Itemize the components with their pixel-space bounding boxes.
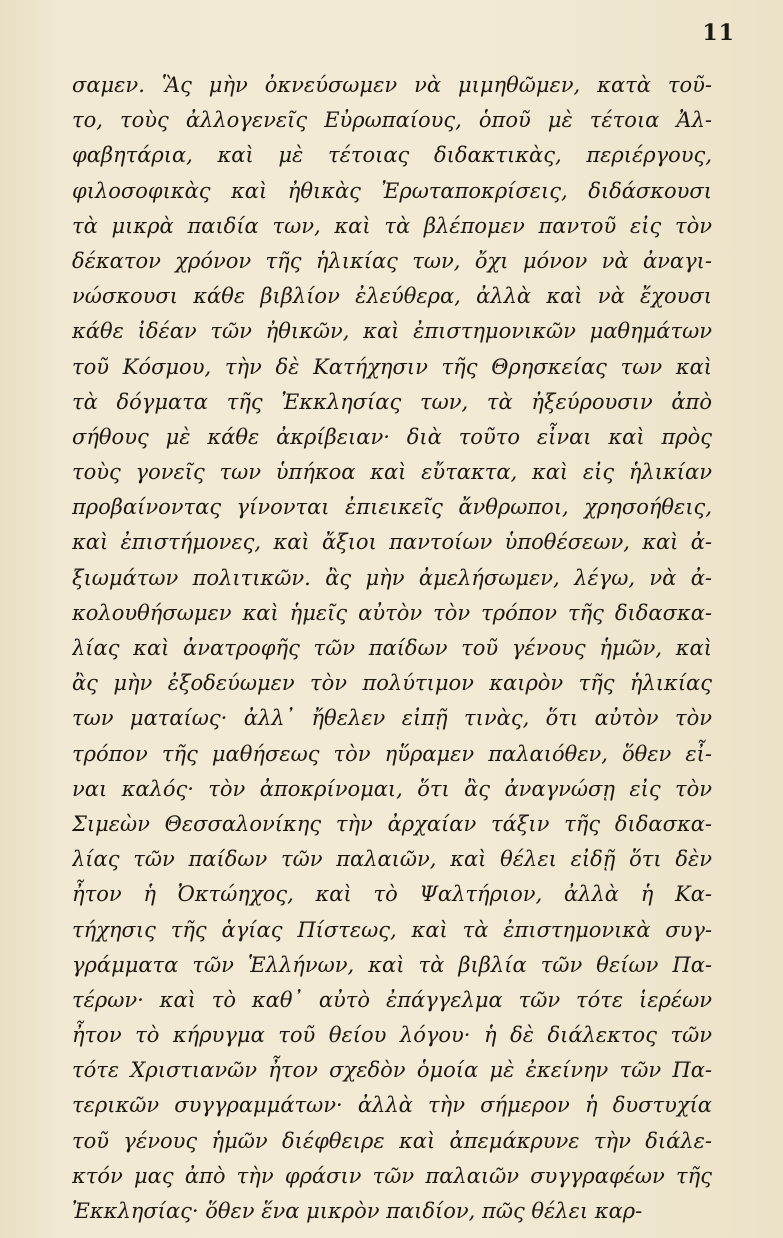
body-text [72, 68, 712, 1229]
text-line: Σιμεὼν Θεσσαλονίκης τὴν ἀρχαίαν τάξιν τῆς διδασκα- [72, 811, 712, 836]
text-line: σήθους μὲ κάθε ἀκρίβειαν· διὰ τοῦτο εἶναι καὶ πρὸς [72, 424, 712, 449]
text-line: τοῦ Κόσμου, τὴν δὲ Κατήχησιν τῆς Θρησκείας των καὶ [72, 354, 712, 379]
text-line: ἂς μὴν ἐξοδεύωμεν τὸν πολύτιμον καιρὸν τῆς ἡλικίας [72, 671, 712, 696]
text-line: ξιωμάτων πολιτικῶν. ἂς μὴν ἀμελήσωμεν, λέγω, νὰ ἀ- [72, 565, 712, 590]
text-line: τήχησις τῆς ἁγίας Πίστεως, καὶ τὰ ἐπιστημονικὰ συγ- [72, 917, 712, 942]
text-line: γράμματα τῶν Ἑλλήνων, καὶ τὰ βιβλία τῶν θείων Πα- [72, 952, 712, 977]
text-line: τοῦ γένους ἡμῶν διέφθειρε καὶ ἀπεμάκρυνε τὴν διάλε- [72, 1128, 712, 1153]
text-line: το, τοὺς ἀλλογενεῖς Εὐρωπαίους, ὁποῦ μὲ τέτοια Ἀλ- [72, 108, 712, 133]
text-line: κάθε ἰδέαν τῶν ἠθικῶν, καὶ ἐπιστημονικῶν μαθημάτων [72, 319, 712, 344]
text-line: τὰ δόγματα τῆς Ἐκκλησίας των, τὰ ἠξεύρουσιν ἀπὸ [72, 389, 712, 414]
text-line: τὰ μικρὰ παιδία των, καὶ τὰ βλέπομεν παντοῦ εἰς τὸν [72, 213, 712, 238]
text-line: ἦτον τὸ κήρυγμα τοῦ θείου λόγου· ἡ δὲ διάλεκτος τῶν [72, 1023, 712, 1048]
text-line: των ματαίως· ἀλλ᾽ ἤθελεν εἰπῇ τινὰς, ὅτι αὐτὸν τὸν [72, 706, 712, 731]
text-line: φαβητάρια, καὶ μὲ τέτοιας διδακτικὰς, περιέργους, [72, 143, 712, 168]
text-line: Ἐκκλησίας· ὅθεν ἕνα μικρὸν παιδίον, πῶς θέλει καρ- [72, 1199, 643, 1223]
text-line: σαμεν. Ἃς μὴν ὀκνεύσωμεν νὰ μιμηθῶμεν, κατὰ τοῦ- [72, 73, 712, 97]
text-line: ἦτον ἡ Ὀκτώηχος, καὶ τὸ Ψαλτήριον, ἀλλὰ ἡ Κα- [72, 882, 712, 907]
text-line: νώσκουσι κάθε βιβλίον ἐλεύθερα, ἀλλὰ καὶ νὰ ἔχουσι [72, 284, 712, 309]
text-line: δέκατον χρόνον τῆς ἡλικίας των, ὄχι μόνον νὰ ἀναγι- [72, 248, 712, 273]
text-line: τότε Χριστιανῶν ἦτον σχεδὸν ὁμοία μὲ ἐκείνην τῶν Πα- [72, 1058, 712, 1083]
text-line: κτόν μας ἀπὸ τὴν φράσιν τῶν παλαιῶν συγγραφέων τῆς [72, 1163, 712, 1188]
text-line: τοὺς γονεῖς των ὑπήκοα καὶ εὔτακτα, καὶ εἰς ἡλικίαν [72, 460, 712, 485]
text-line: κολουθήσωμεν καὶ ἡμεῖς αὐτὸν τὸν τρόπον τῆς διδασκα- [72, 600, 712, 625]
text-line: τρόπον τῆς μαθήσεως τὸν ηὕραμεν παλαιόθεν, ὅθεν εἶ- [72, 741, 712, 766]
page-number: 11 [702, 20, 735, 46]
text-line: ναι καλός· τὸν ἀποκρίνομαι, ὅτι ἂς ἀναγνώσῃ εἰς τὸν [72, 776, 712, 801]
text-line: προβαίνοντας γίνονται ἐπιεικεῖς ἄνθρωποι, χρησοήθεις, [72, 495, 712, 520]
text-line: καὶ ἐπιστήμονες, καὶ ἄξιοι παντοίων ὑποθέσεων, καὶ ἀ- [72, 530, 712, 555]
text-line: τερικῶν συγγραμμάτων· ἀλλὰ τὴν σήμερον ἡ δυστυχία [72, 1093, 712, 1118]
text-line: λίας καὶ ἀνατροφῆς τῶν παίδων τοῦ γένους ἡμῶν, καὶ [72, 636, 712, 660]
text-line: φιλοσοφικὰς καὶ ἠθικὰς Ἐρωταποκρίσεις, διδάσκουσι [72, 178, 712, 203]
text-line: λίας τῶν παίδων τῶν παλαιῶν, καὶ θέλει εἰδῇ ὅτι δὲν [72, 847, 712, 872]
text-line: τέρων· καὶ τὸ καθ᾽ αὐτὸ ἐπάγγελμα τῶν τότε ἱερέων [72, 987, 712, 1012]
